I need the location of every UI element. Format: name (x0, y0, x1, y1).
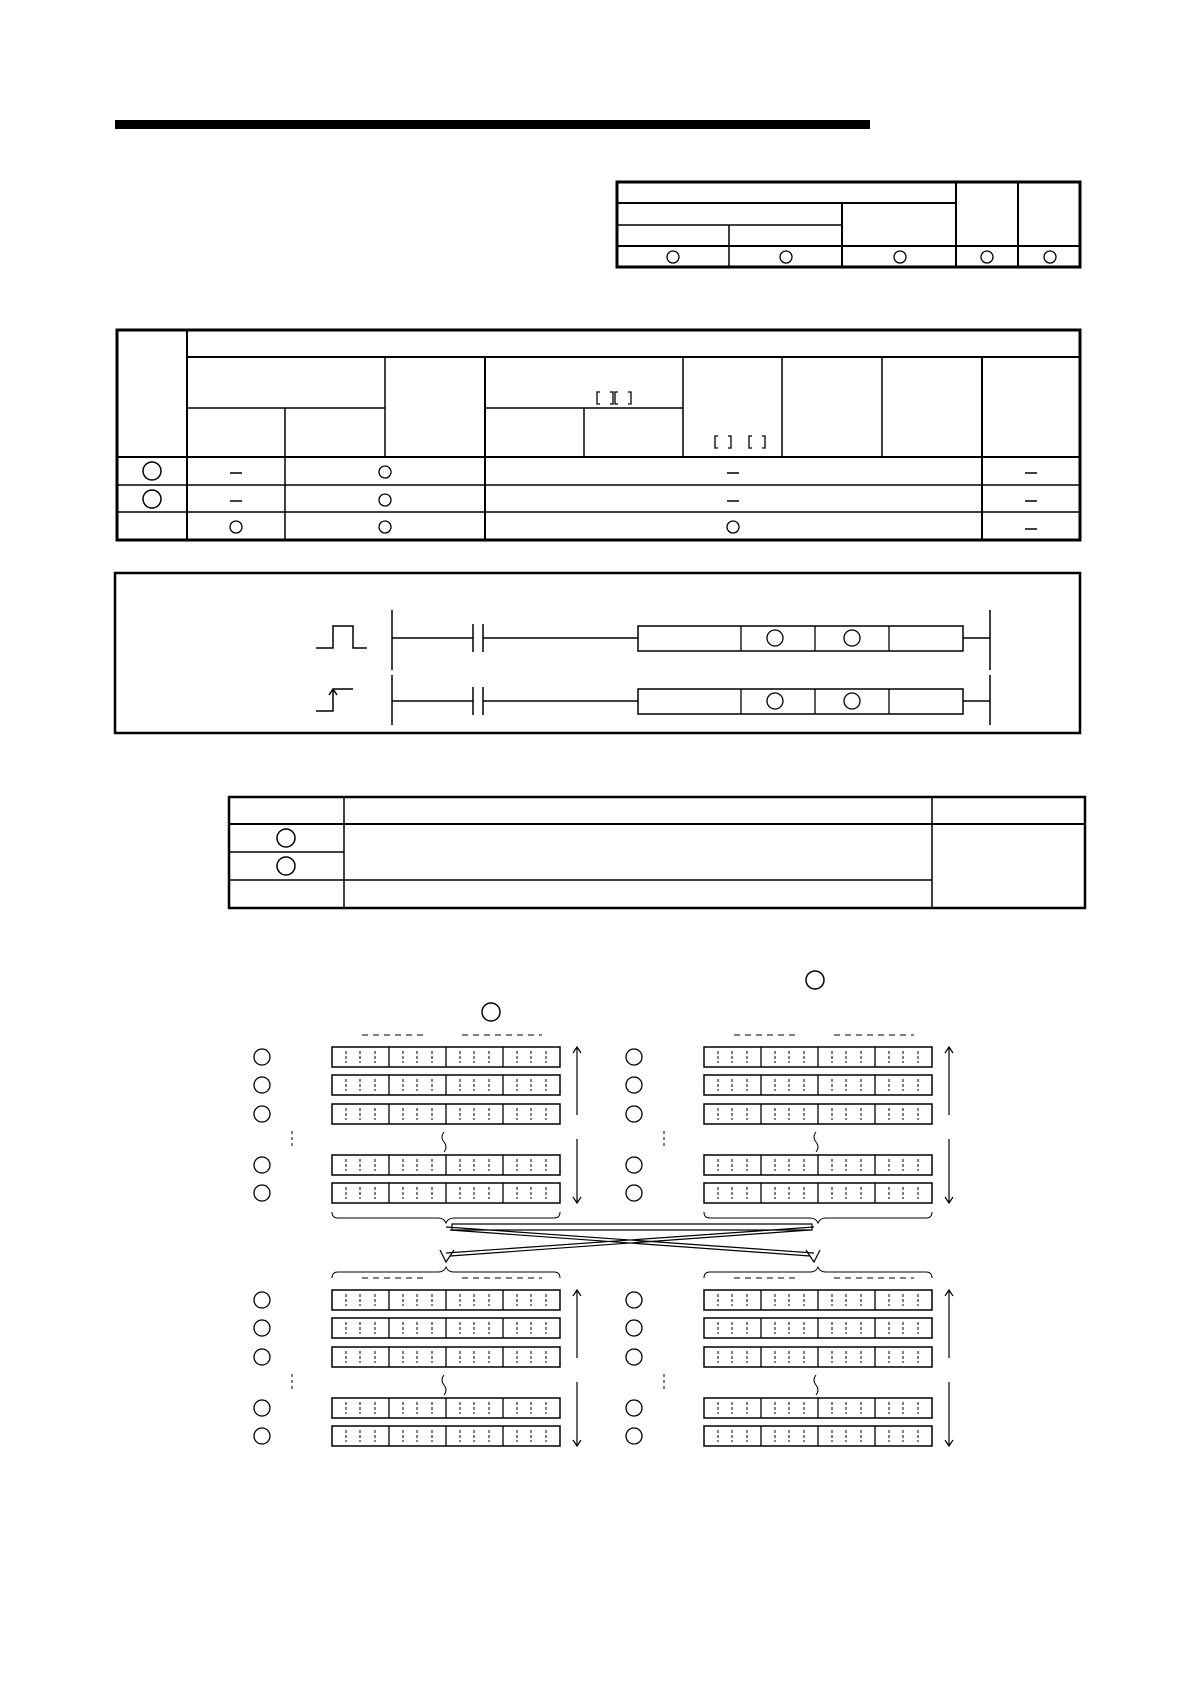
caption-circle-icon (482, 1003, 500, 1021)
exchange-arrow-icon (440, 1224, 820, 1262)
ladder-diagram (0, 565, 1190, 740)
instruction-box (638, 689, 963, 714)
bracket-icon (597, 392, 765, 448)
dash-icon (230, 473, 1037, 529)
rising-edge-icon (316, 689, 353, 711)
applicable-cpu-table (0, 0, 1190, 280)
usable-devices-table (0, 320, 1190, 550)
instruction-box (638, 626, 963, 651)
block-exchange-diagram (0, 960, 1190, 1460)
setting-data-table (0, 790, 1190, 910)
applicable-circle-icon (667, 251, 1056, 263)
pulse-signal-icon (316, 626, 367, 648)
caption-circle-icon (806, 971, 824, 989)
